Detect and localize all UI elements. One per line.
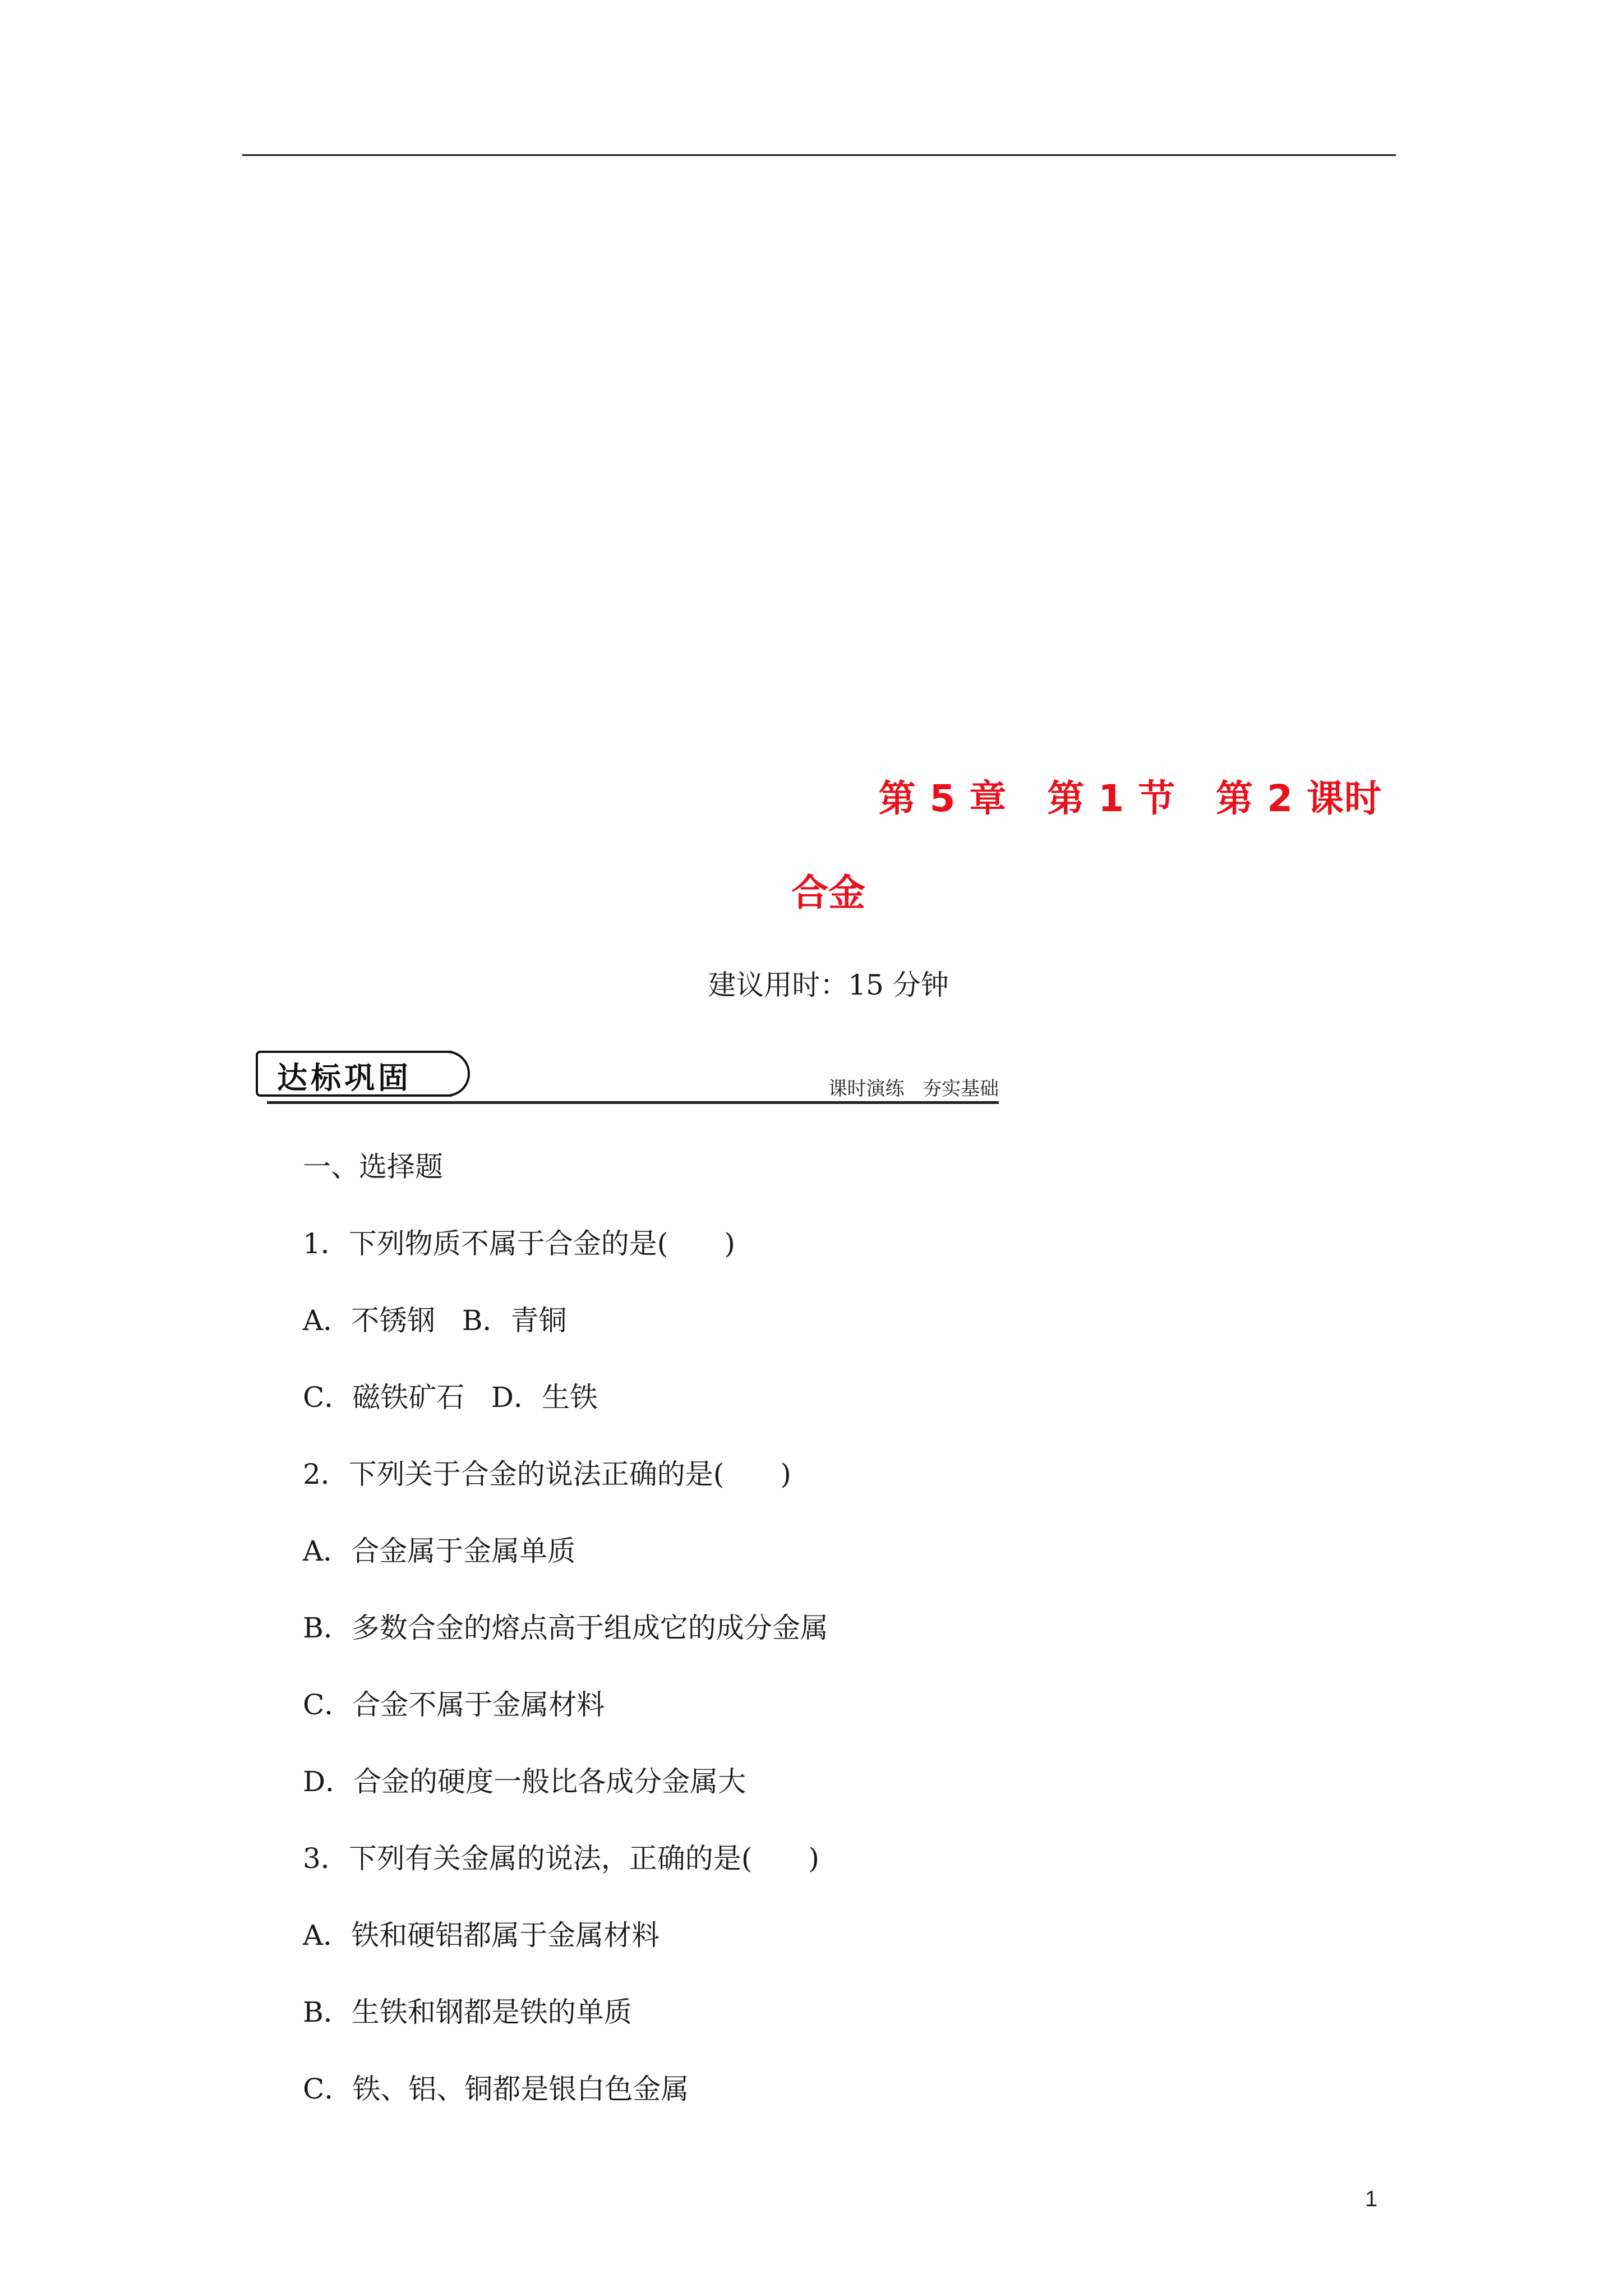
banner-underline [267,1101,999,1104]
suggested-time: 建议用时：15 分钟 [708,969,949,1001]
question-3: 3．下列有关金属的说法，正确的是( ) [303,1842,819,1875]
banner-tagline: 课时演练 夯实基础 [828,1078,999,1100]
page-number: 1 [1365,2187,1378,2211]
section-banner [256,1051,999,1107]
question-1-options-ab: A．不锈钢 B．青铜 [303,1304,567,1337]
question-2-option-a: A．合金属于金属单质 [303,1535,576,1567]
banner-tab-cap [435,1051,470,1097]
question-1-options-cd: C．磁铁矿石 D．生铁 [303,1381,598,1414]
question-2-option-b: B．多数合金的熔点高于组成它的成分金属 [303,1612,828,1644]
chapter-heading: 第 5 章 第 1 节 第 2 课时 [878,777,1382,820]
question-2-option-c: C．合金不属于金属材料 [303,1688,605,1721]
section-heading: 一、选择题 [303,1151,443,1183]
header-rule [242,154,1396,156]
question-2-option-d: D．合金的硬度一般比各成分金属大 [303,1765,746,1798]
lesson-title: 合金 [791,871,865,914]
question-3-option-a: A．铁和硬铝都属于金属材料 [303,1919,660,1952]
question-2: 2．下列关于合金的说法正确的是( ) [303,1458,791,1490]
question-3-option-c: C．铁、铝、铜都是银白色金属 [303,2073,689,2105]
banner-title: 达标巩固 [277,1060,412,1096]
question-list [303,1144,1424,2143]
question-1: 1．下列物质不属于合金的是( ) [303,1227,735,1260]
question-3-option-b: B．生铁和钢都是铁的单质 [303,1996,632,2028]
